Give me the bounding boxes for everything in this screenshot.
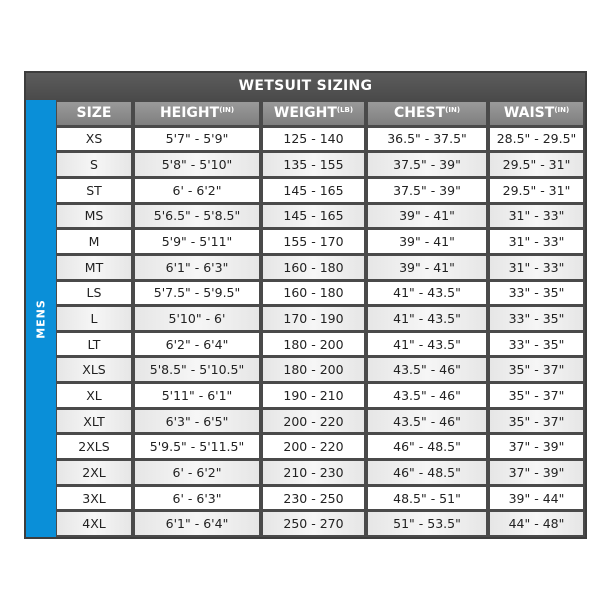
header-weight [263, 102, 364, 125]
cell-size: M [57, 230, 131, 253]
cell-weight: 250 - 270 [263, 512, 364, 535]
cell-weight: 160 - 180 [263, 282, 364, 305]
cell-chest: 41" - 43.5" [368, 282, 486, 305]
cell-height: 6'1" - 6'4" [135, 512, 259, 535]
cell-waist: 33" - 35" [490, 282, 583, 305]
header-size [57, 102, 131, 125]
cell-height: 5'7.5" - 5'9.5" [135, 282, 259, 305]
cell-weight: 170 - 190 [263, 307, 364, 330]
cell-size: XLT [57, 410, 131, 433]
cell-waist: 31" - 33" [490, 230, 583, 253]
side-label: MENS [34, 298, 48, 339]
cell-height: 5'8" - 5'10" [135, 153, 259, 176]
cell-size: XS [57, 128, 131, 151]
cell-size: LT [57, 333, 131, 356]
cell-weight: 145 - 165 [263, 179, 364, 202]
cell-weight: 190 - 210 [263, 384, 364, 407]
cell-size: XL [57, 384, 131, 407]
cell-weight: 180 - 200 [263, 358, 364, 381]
cell-chest: 43.5" - 46" [368, 358, 486, 381]
cell-chest: 39" - 41" [368, 256, 486, 279]
header-label: CHEST [393, 105, 446, 122]
header-waist [490, 102, 583, 125]
cell-height: 5'8.5" - 5'10.5" [135, 358, 259, 381]
cell-waist: 33" - 35" [490, 307, 583, 330]
chart-title: WETSUIT SIZING [26, 73, 585, 100]
cell-weight: 200 - 220 [263, 410, 364, 433]
cell-height: 5'9.5" - 5'11.5" [135, 435, 259, 458]
mens-side-band [26, 100, 56, 537]
cell-height: 5'11" - 6'1" [135, 384, 259, 407]
cell-chest: 46" - 48.5" [368, 435, 486, 458]
cell-chest: 36.5" - 37.5" [368, 128, 486, 151]
cell-height: 5'9" - 5'11" [135, 230, 259, 253]
header-label: HEIGHT [159, 105, 220, 122]
cell-size: ST [57, 179, 131, 202]
cell-height: 6'3" - 6'5" [135, 410, 259, 433]
cell-chest: 41" - 43.5" [368, 307, 486, 330]
header-height [135, 102, 259, 125]
cell-weight: 160 - 180 [263, 256, 364, 279]
cell-waist: 28.5" - 29.5" [490, 128, 583, 151]
cell-height: 6'1" - 6'3" [135, 256, 259, 279]
cell-waist: 33" - 35" [490, 333, 583, 356]
cell-size: S [57, 153, 131, 176]
cell-size: 3XL [57, 487, 131, 510]
cell-waist: 35" - 37" [490, 358, 583, 381]
cell-chest: 51" - 53.5" [368, 512, 486, 535]
cell-chest: 41" - 43.5" [368, 333, 486, 356]
cell-waist: 29.5" - 31" [490, 179, 583, 202]
cell-height: 5'6.5" - 5'8.5" [135, 205, 259, 228]
cell-weight: 230 - 250 [263, 487, 364, 510]
cell-chest: 43.5" - 46" [368, 384, 486, 407]
cell-chest: 39" - 41" [368, 205, 486, 228]
header-unit: (IN) [445, 106, 461, 115]
size-table [56, 100, 585, 537]
cell-waist: 37" - 39" [490, 435, 583, 458]
header-label: SIZE [76, 105, 112, 122]
chart-body [26, 100, 585, 537]
cell-chest: 37.5" - 39" [368, 179, 486, 202]
cell-weight: 210 - 230 [263, 461, 364, 484]
cell-size: MT [57, 256, 131, 279]
cell-weight: 125 - 140 [263, 128, 364, 151]
cell-size: 2XL [57, 461, 131, 484]
header-unit: (IN) [219, 106, 235, 115]
cell-weight: 180 - 200 [263, 333, 364, 356]
cell-chest: 46" - 48.5" [368, 461, 486, 484]
cell-waist: 31" - 33" [490, 256, 583, 279]
cell-chest: 37.5" - 39" [368, 153, 486, 176]
cell-waist: 35" - 37" [490, 410, 583, 433]
cell-weight: 155 - 170 [263, 230, 364, 253]
cell-size: 2XLS [57, 435, 131, 458]
cell-height: 5'7" - 5'9" [135, 128, 259, 151]
cell-chest: 43.5" - 46" [368, 410, 486, 433]
cell-height: 6' - 6'2" [135, 461, 259, 484]
cell-waist: 29.5" - 31" [490, 153, 583, 176]
cell-size: XLS [57, 358, 131, 381]
cell-size: 4XL [57, 512, 131, 535]
cell-height: 6'2" - 6'4" [135, 333, 259, 356]
header-label: WEIGHT [273, 105, 337, 122]
wetsuit-sizing-chart [24, 71, 587, 539]
cell-size: LS [57, 282, 131, 305]
cell-weight: 200 - 220 [263, 435, 364, 458]
cell-waist: 39" - 44" [490, 487, 583, 510]
header-label: WAIST [503, 105, 555, 122]
cell-waist: 44" - 48" [490, 512, 583, 535]
cell-chest: 39" - 41" [368, 230, 486, 253]
header-unit: (IN) [554, 106, 570, 115]
cell-chest: 48.5" - 51" [368, 487, 486, 510]
cell-waist: 31" - 33" [490, 205, 583, 228]
cell-weight: 135 - 155 [263, 153, 364, 176]
cell-size: L [57, 307, 131, 330]
cell-waist: 37" - 39" [490, 461, 583, 484]
cell-weight: 145 - 165 [263, 205, 364, 228]
cell-height: 6' - 6'2" [135, 179, 259, 202]
cell-height: 6' - 6'3" [135, 487, 259, 510]
header-unit: (LB) [336, 106, 354, 115]
header-chest [368, 102, 486, 125]
cell-waist: 35" - 37" [490, 384, 583, 407]
cell-size: MS [57, 205, 131, 228]
cell-height: 5'10" - 6' [135, 307, 259, 330]
